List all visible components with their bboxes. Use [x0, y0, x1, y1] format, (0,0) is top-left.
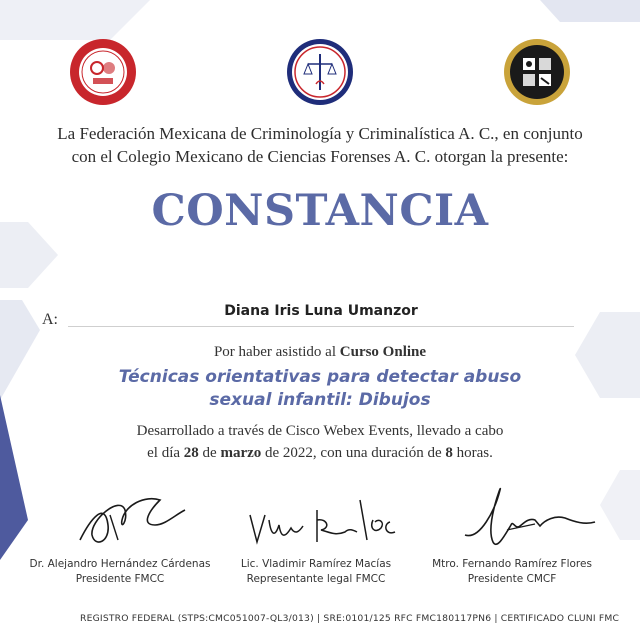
signatory-1 — [20, 557, 220, 587]
deco-top-right-shape — [540, 0, 640, 22]
signatory-3-role: Presidente CMCF — [467, 573, 557, 585]
signatory-3-name: Mtro. Fernando Ramírez Flores — [432, 558, 592, 570]
attendance-prefix: Por haber asistido al — [213, 344, 340, 360]
intro-text — [20, 122, 620, 168]
desc-suffix: horas. — [452, 445, 493, 461]
signatory-2 — [216, 557, 416, 587]
signature-2-icon — [235, 480, 405, 560]
logos-row — [0, 38, 640, 108]
signature-1-icon — [50, 480, 220, 560]
registration-footer: REGISTRO FEDERAL (STPS:CMC051007-QL3/013) | SRE:0101/125 RFC FMC180117PN6 | CERTIFICADO CLUNI FMC — [80, 613, 620, 624]
desc-year-text: de 2022, con una duración de — [261, 445, 446, 461]
signature-3-icon — [445, 480, 615, 560]
course-title-line-1: Técnicas orientativas para detectar abuso — [118, 367, 522, 387]
description-line-2 — [40, 442, 600, 464]
fmcc-seal-icon — [69, 38, 137, 106]
signatory-1-role: Presidente FMCC — [75, 573, 165, 585]
recipient-underline — [68, 326, 574, 327]
course-description — [40, 420, 600, 464]
criminalistica-seal-icon — [503, 38, 571, 106]
signatory-3 — [412, 557, 612, 587]
recipient-label: A: — [42, 311, 58, 328]
course-title-line-2: sexual infantil: Dibujos — [209, 390, 431, 410]
recipient-name: Diana Iris Luna Umanzor — [224, 303, 418, 319]
deco-left-accent — [0, 395, 28, 560]
deco-top-left-shape — [0, 0, 150, 40]
attendance-line — [0, 344, 640, 361]
description-line-1: Desarrollado a través de Cisco Webex Events, llevado a cabo — [136, 423, 504, 439]
intro-line-1: La Federación Mexicana de Criminología y Criminalística A. C., en conjunto — [57, 124, 583, 143]
course-type: Curso Online — [339, 344, 427, 360]
desc-day: 28 — [183, 445, 199, 461]
signatory-1-name: Dr. Alejandro Hernández Cárdenas — [29, 558, 211, 570]
certificate-title: CONSTANCIA — [151, 186, 489, 236]
colegio-forenses-seal-icon — [286, 38, 354, 106]
course-title — [80, 366, 560, 412]
desc-month: marzo — [220, 445, 262, 461]
desc-hours: 8 — [445, 445, 453, 461]
intro-line-2: con el Colegio Mexicano de Ciencias Forenses A. C. otorgan la presente: — [71, 147, 569, 166]
desc-de: de — [198, 445, 221, 461]
desc-pre-day: el día — [147, 445, 184, 461]
signatory-2-role: Representante legal FMCC — [246, 573, 386, 585]
signatory-2-name: Lic. Vladimir Ramírez Macías — [240, 558, 392, 570]
